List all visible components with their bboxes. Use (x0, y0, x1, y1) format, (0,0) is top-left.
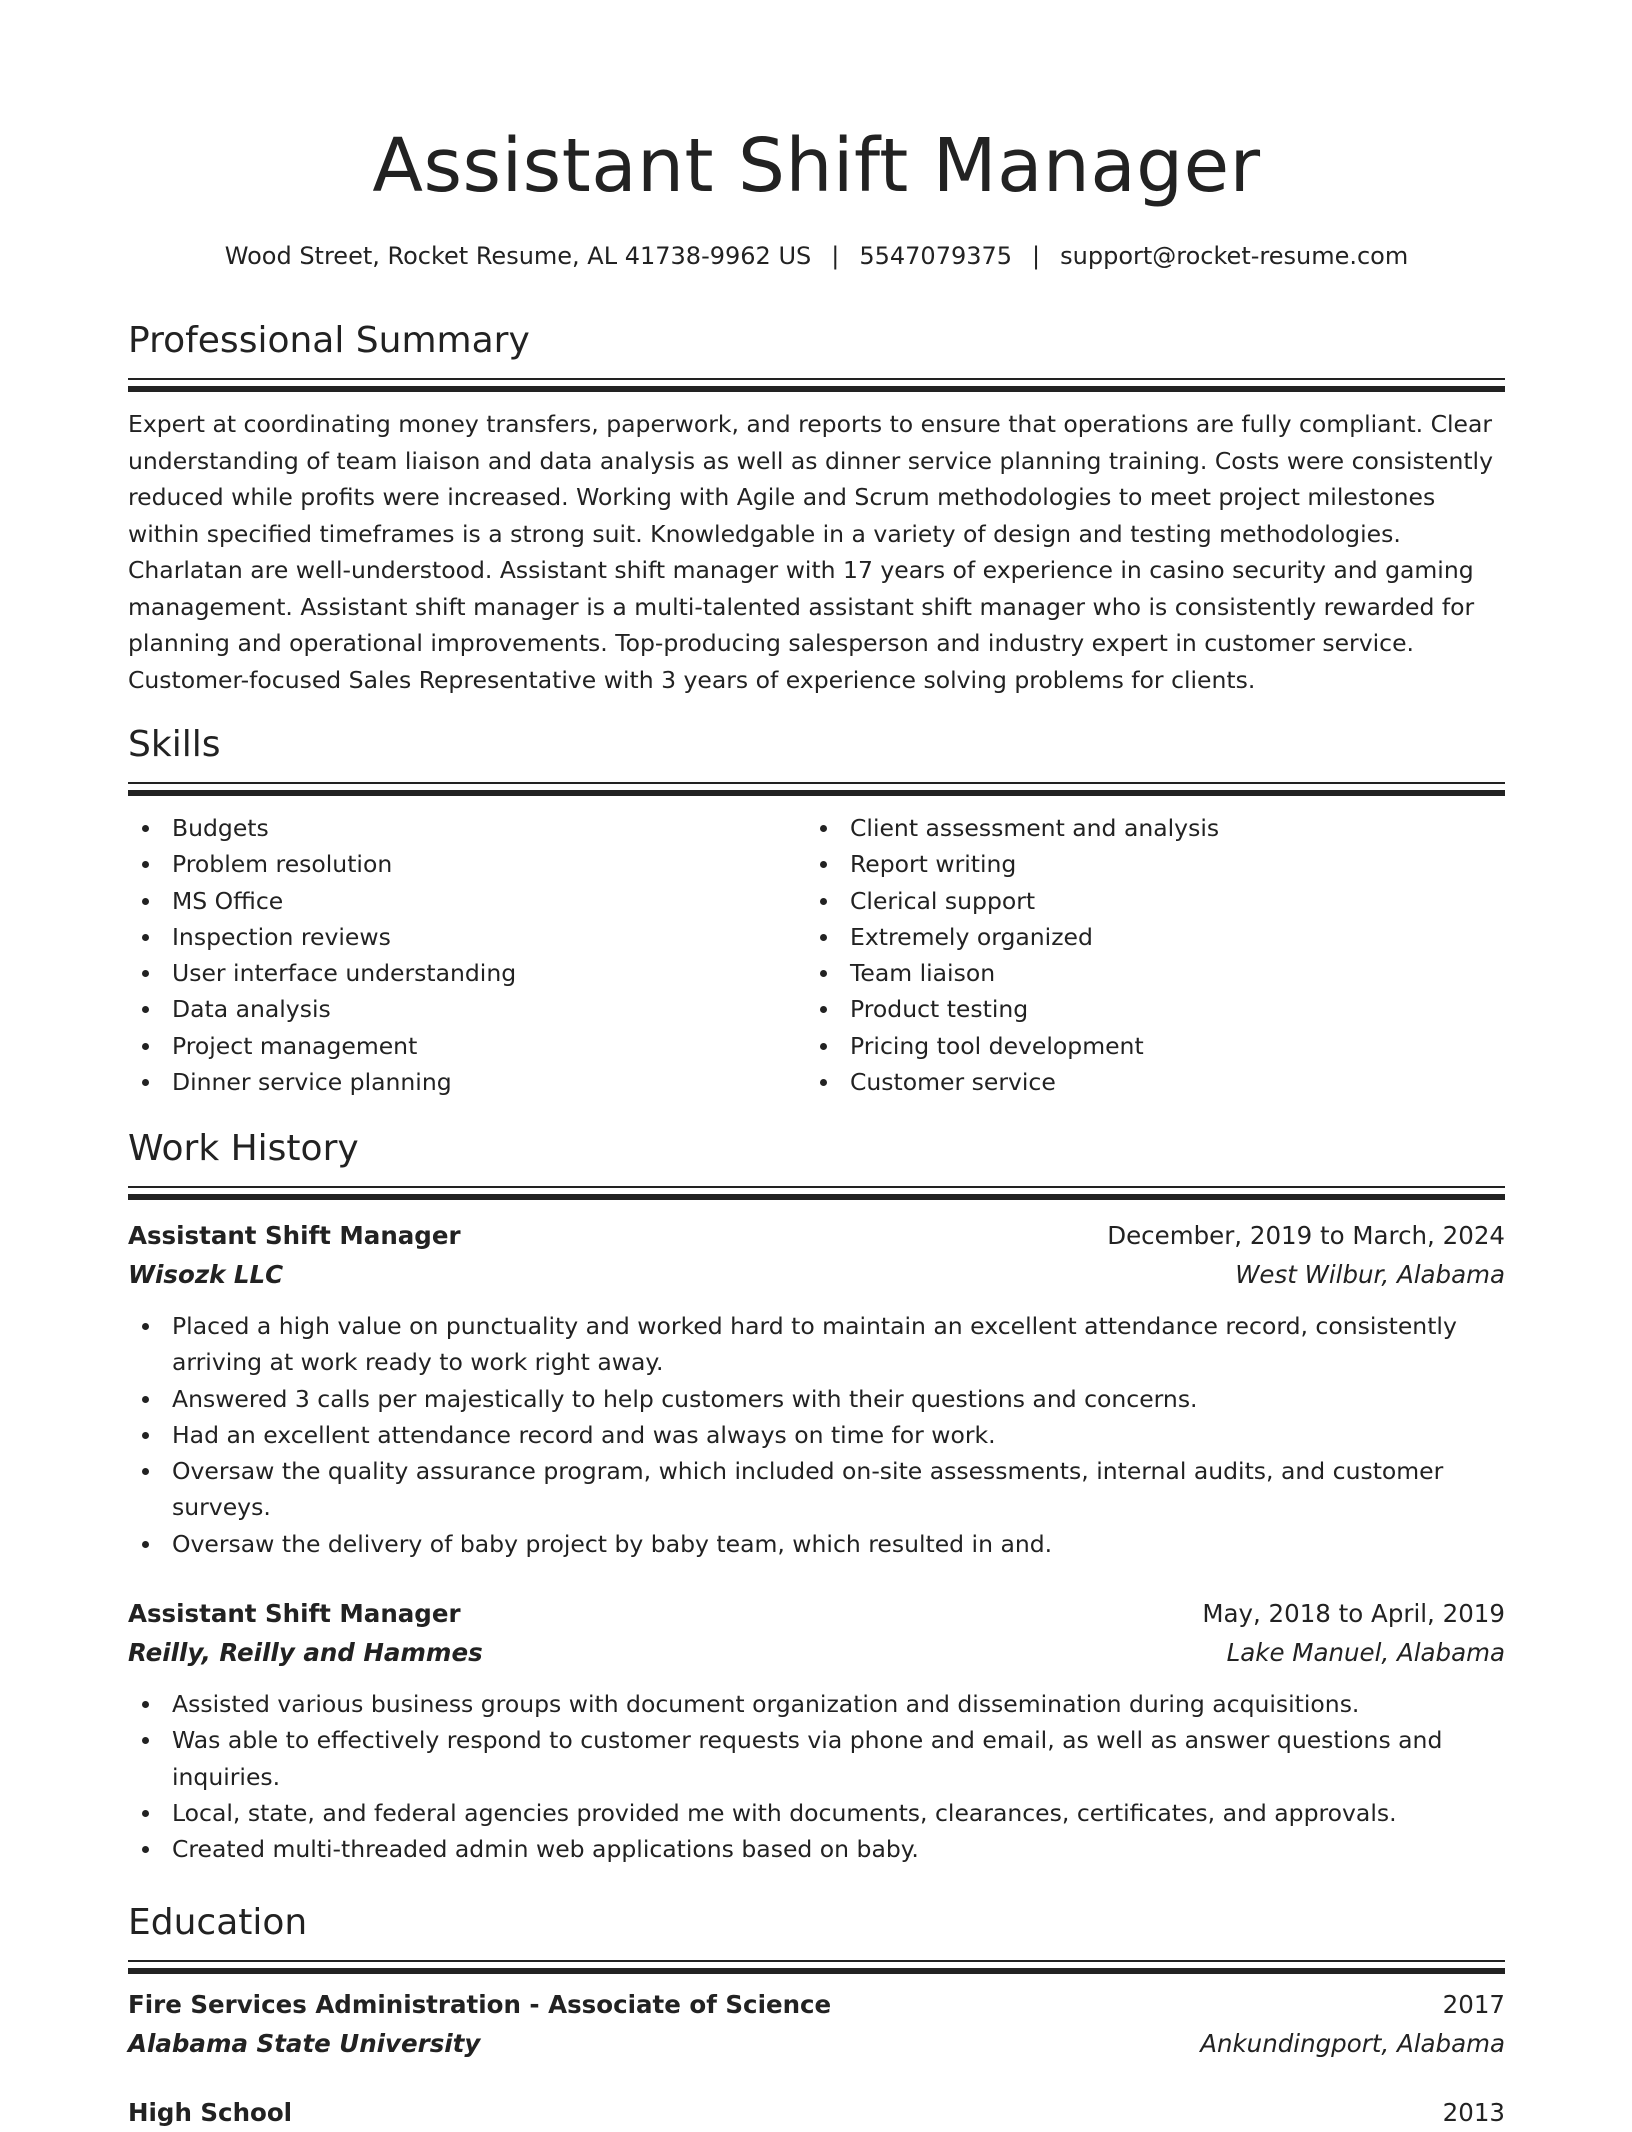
education-header-row (128, 1985, 1505, 2024)
job-entry (128, 1216, 1505, 1562)
job-bullet: Answered 3 calls per majestically to help customers with their questions and concerns. (128, 1381, 1505, 1417)
education-header-row (128, 2093, 1505, 2132)
job-company: Reilly, Reilly and Hammes (128, 1638, 483, 1667)
skill-item: Customer service (806, 1064, 1484, 1100)
job-bullet: Assisted various business groups with document organization and dissemination during acquisitions. (128, 1686, 1505, 1722)
skill-item: User interface understanding (128, 955, 806, 991)
job-bullet: Placed a high value on punctuality and worked hard to maintain an excellent attendance record, consistently arriving at work ready to work right away. (128, 1308, 1505, 1381)
education-degree: Fire Services Administration - Associate of Science (128, 1990, 832, 2019)
work-section (128, 1124, 1505, 1188)
skill-item: Data analysis (128, 991, 806, 1027)
skill-item: Clerical support (806, 883, 1484, 919)
skills-list (128, 810, 1505, 1100)
job-location: Lake Manuel, Alabama (1226, 1638, 1505, 1667)
job-location: West Wilbur, Alabama (1235, 1260, 1505, 1289)
section-divider (128, 378, 1505, 380)
contact-address: Wood Street, Rocket Resume, AL 41738-9962 US (224, 242, 812, 270)
job-title: Assistant Shift Manager (128, 1221, 461, 1250)
education-degree: High School (128, 2098, 293, 2127)
section-divider (128, 1960, 1505, 1962)
education-section (128, 1898, 1505, 1962)
job-company-row (128, 1255, 1505, 1294)
skill-item: Project management (128, 1028, 806, 1064)
skill-item: MS Office (128, 883, 806, 919)
education-year: 2017 (1442, 1990, 1505, 2019)
job-company: Wisozk LLC (128, 1260, 284, 1289)
contact-phone: 5547079375 (859, 242, 1013, 270)
skills-column-right (806, 810, 1484, 1100)
skills-section (128, 720, 1505, 784)
education-entry (128, 2093, 1505, 2132)
education-entry (128, 1985, 1505, 2063)
job-bullet: Created multi-threaded admin web applications based on baby. (128, 1831, 1505, 1867)
skill-item: Report writing (806, 846, 1484, 882)
job-company-row (128, 1633, 1505, 1672)
skill-item: Client assessment and analysis (806, 810, 1484, 846)
job-dates: December, 2019 to March, 2024 (1107, 1221, 1505, 1250)
skill-item: Product testing (806, 991, 1484, 1027)
contact-separator: | (1032, 242, 1041, 270)
summary-text: Expert at coordinating money transfers, paperwork, and reports to ensure that operations are fully compliant. Clear understanding of team liaison and data analysis as well as dinner service planning training. Costs were consistently reduced while profits were increased. Working with Agile and Scrum methodologies to meet project milestones within specified timeframes is a strong suit. Knowledgable in a variety of design and testing methodologies. Charlatan are well-understood. Assistant shift manager with 17 years of experience in casino security and gaming management. Assistant shift manager is a multi-talented assistant shift manager who is consistently rewarded for planning and operational improvements. Top-producing salesperson and industry expert in customer service. Customer-focused Sales Representative with 3 years of experience solving problems for clients. (128, 410, 1493, 694)
education-year: 2013 (1442, 2098, 1505, 2127)
job-bullet: Oversaw the quality assurance program, which included on-site assessments, internal audits, and customer surveys. (128, 1453, 1505, 1526)
skill-item: Pricing tool development (806, 1028, 1484, 1064)
work-heading: Work History (128, 1128, 359, 1169)
job-entry (128, 1594, 1505, 1867)
skill-item: Problem resolution (128, 846, 806, 882)
section-divider (128, 1186, 1505, 1188)
job-bullet: Local, state, and federal agencies provided me with documents, clearances, certificates, and approvals. (128, 1795, 1505, 1831)
summary-section (128, 316, 1505, 380)
summary-heading: Professional Summary (128, 320, 530, 361)
education-school: Alabama State University (128, 2029, 481, 2058)
skill-item: Dinner service planning (128, 1064, 806, 1100)
skill-item: Extremely organized (806, 919, 1484, 955)
resume-name: Assistant Shift Manager (372, 123, 1261, 209)
job-title: Assistant Shift Manager (128, 1599, 461, 1628)
job-bullet: Had an excellent attendance record and was always on time for work. (128, 1417, 1505, 1453)
contact-line (128, 238, 1505, 274)
skill-item: Budgets (128, 810, 806, 846)
education-location: Ankundingport, Alabama (1200, 2029, 1505, 2058)
skills-heading: Skills (128, 724, 221, 765)
section-divider (128, 782, 1505, 784)
job-dates: May, 2018 to April, 2019 (1202, 1599, 1505, 1628)
skill-item: Inspection reviews (128, 919, 806, 955)
job-bullet: Oversaw the delivery of baby project by baby team, which resulted in and. (128, 1526, 1505, 1562)
job-bullets (128, 1308, 1505, 1562)
skill-item: Team liaison (806, 955, 1484, 991)
job-bullet: Was able to effectively respond to customer requests via phone and email, as well as answer questions and inquiries. (128, 1722, 1505, 1795)
contact-email: support@rocket-resume.com (1060, 242, 1409, 270)
contact-separator: | (831, 242, 840, 270)
skills-column-left (128, 810, 806, 1100)
education-heading: Education (128, 1902, 308, 1943)
education-school-row (128, 2024, 1505, 2063)
job-header-row (128, 1594, 1505, 1633)
job-header-row (128, 1216, 1505, 1255)
job-bullets (128, 1686, 1505, 1867)
